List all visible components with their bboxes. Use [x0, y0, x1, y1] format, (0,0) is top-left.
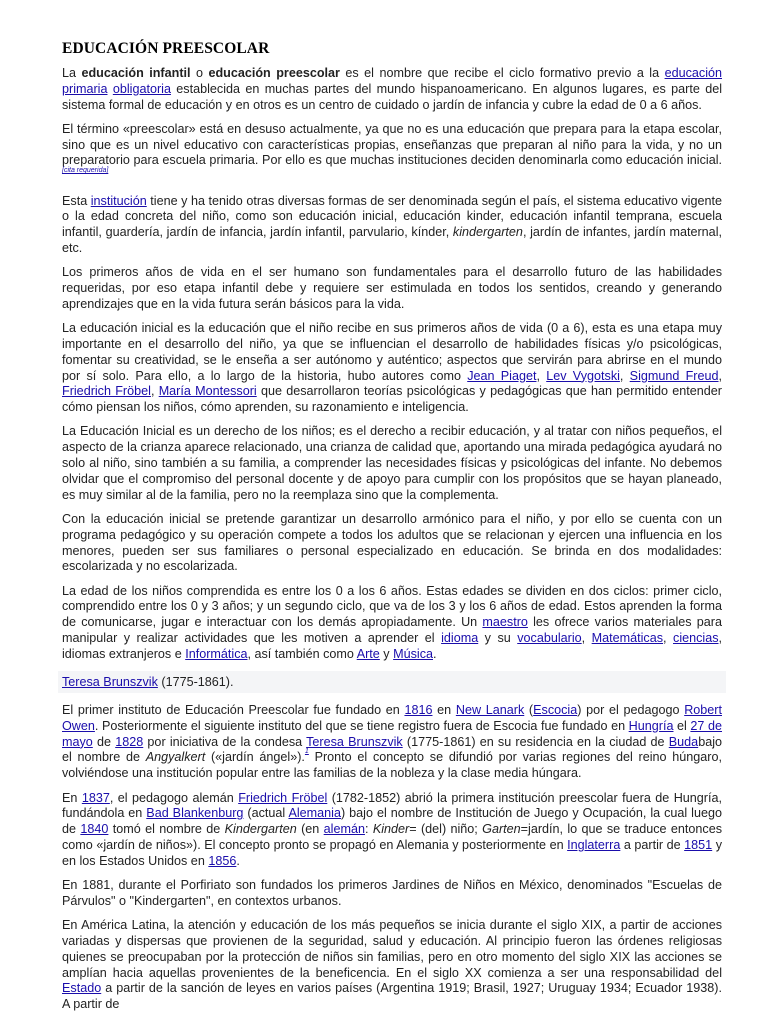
paragraph-educacion-inicial — [62, 321, 722, 416]
link-maestro[interactable]: maestro — [482, 615, 528, 630]
paragraph-derecho: La Educación Inicial es un derecho de los niños; es el derecho a recibir educación, y al tratar con niños pequeños, el aspecto de la crianza aparece relacionado, una crianza de calidad que, aportando una mirada pedagógica ayudará no solo al niño, sino también a su familia, a comprender las necesidades físicas y psicológicas del infante. No debemos olvidar que el compromiso del personal docente y de apoyo para cumplir con los propósitos que se hayan planeado, es muy similar al de la familia, pero no la reemplaza sino que la complementa. — [62, 424, 722, 502]
link-1840[interactable]: 1840 — [80, 822, 109, 837]
link-escocia[interactable]: Escocia — [533, 703, 578, 718]
link-buda[interactable]: Buda — [668, 734, 699, 749]
text: de — [92, 734, 116, 749]
link-new-lanark[interactable]: New Lanark — [455, 703, 525, 718]
text: es el nombre que recibe el ciclo formativo previo a la — [339, 66, 665, 80]
text: : — [364, 822, 373, 837]
text: La educación inicial es la educación que el niño recibe en sus primeros años de vida (0 a 6), esta es una etapa muy importante en el desarrollo del niño, ya que se influencian el desarrollo de habilidades físicas y/o psicológicas, fomentar su creatividad, se le enseña a ser autónomo y auténtico; aspectos que servirán para abrirse en el mundo por sí solo. Para ello, a lo largo de la historia, hubo autores como — [62, 321, 722, 383]
paragraph-desarrollo-armonico: Con la educación inicial se pretende garantizar un desarrollo armónico para el niño, y por ello se cuenta con un programa pedagógico y su operación compete a todos los adultos que se relacionan y ejercen una influencia en los menores, pueden ser sus familiares o personal especializado en educación. Se brinda en dos modalidades: escolarizada y no escolarizada. — [62, 511, 722, 574]
text: («jardín ángel»). — [205, 750, 305, 765]
link-27-de-mayo[interactable]: 27 de mayo — [62, 718, 722, 749]
text: , — [619, 368, 630, 383]
link-friedrich-frobel[interactable]: Friedrich Fröbel — [62, 384, 151, 399]
italic-term: Angyalkert — [145, 750, 206, 765]
text: el — [673, 718, 691, 733]
link-educacion-primaria[interactable]: educación primaria — [62, 66, 722, 96]
text: establecida en muchas partes del mundo hispanoamericano. En algunos lugares, es parte del sistema formal de educación y en otros es un centro de cuidado o jardín de infancia y cubre la edad de 0 a 6 años. — [62, 81, 723, 112]
link-matematicas[interactable]: Matemáticas — [591, 631, 664, 645]
paragraph-primer-instituto — [62, 703, 722, 782]
text: Esta — [62, 193, 91, 208]
text: (1782-1852) abrió la primera institución preescolar fuera de Hungría, fundándola en — [62, 790, 722, 821]
paragraph-frobel — [62, 791, 722, 870]
bold-term-educacion-preescolar: educación preescolar — [208, 66, 340, 80]
text: (1775-1861). — [157, 675, 234, 690]
link-hungria[interactable]: Hungría — [628, 718, 674, 733]
link-lev-vygotski[interactable]: Lev Vygotski — [546, 368, 620, 383]
text: , — [581, 631, 592, 645]
text: , jardín de infantes, jardín maternal, etc. — [62, 225, 722, 255]
italic-term: kindergarten — [452, 225, 523, 240]
link-1856[interactable]: 1856 — [208, 853, 237, 868]
text: ) bajo el nombre de Institución de Juego y Ocupación, la cual luego de — [62, 806, 722, 837]
italic-term: Kinder — [372, 822, 410, 837]
link-arte[interactable]: Arte — [356, 646, 380, 661]
text: En — [62, 790, 82, 805]
reference-marker — [305, 748, 309, 755]
text: ) por el pedagogo — [577, 703, 685, 718]
text: y — [379, 646, 394, 661]
paragraph-intro — [62, 66, 722, 113]
text: , — [663, 631, 674, 645]
text: El término «preescolar» está en desuso actualmente, ya que no es una educación que prepara para la etapa escolar, sino que es un nivel educativo con características propias, enseñanzas que preparan al niño para la vida, y no un preparatorio para escuela primaria. Por ello es que muchas instituciones deciden denominarla como educación inicial. — [62, 121, 722, 168]
text: , — [718, 368, 723, 383]
text: (en — [296, 822, 324, 837]
text: , — [536, 368, 547, 383]
text: ( — [524, 703, 534, 718]
text: . Posteriormente el siguiente instituto del que se tiene registro fuera de Escocia fue fundado en — [94, 718, 629, 733]
link-1837[interactable]: 1837 — [81, 790, 110, 805]
link-1816[interactable]: 1816 — [404, 703, 433, 718]
text: . — [433, 646, 437, 661]
link-1851[interactable]: 1851 — [684, 837, 713, 852]
text: o — [190, 66, 209, 80]
link-friedrich-frobel-2[interactable]: Friedrich Fröbel — [238, 790, 328, 805]
paragraph-edad — [62, 584, 722, 663]
link-musica[interactable]: Música — [393, 646, 433, 661]
link-bad-blankenburg[interactable]: Bad Blankenburg — [146, 806, 244, 821]
paragraph-america-latina — [62, 918, 722, 1013]
link-vocabulario[interactable]: vocabulario — [517, 631, 582, 645]
article — [62, 40, 722, 1021]
page-title: EDUCACIÓN PREESCOLAR — [62, 40, 270, 57]
text: tiene y ha tenido otras diversas formas de ser denominada según el país, el sistema educativo vigente o la edad concreta del niño, como son educación inicial, educación kinder, educación infantil temprana, escuela infantil, guardería, jardín de infancia, jardín infantil, parvulario, kínder, — [62, 193, 722, 240]
link-obligatoria[interactable]: obligatoria — [112, 81, 171, 96]
text: , idiomas extranjeros e — [62, 631, 723, 661]
link-reference-1[interactable]: 1 — [304, 748, 309, 756]
link-robert-owen[interactable]: Robert Owen — [62, 703, 722, 733]
text: = (del) niño; — [409, 822, 483, 837]
text: bajo el nombre de — [62, 734, 722, 765]
text: La edad de los niños comprendida es entre los 0 a los 6 años. Estas edades se dividen en dos ciclos: primer ciclo, comprendido entre los 0 y 3 años; y un segundo ciclo, que va de los 3 y los 6 años de edad. Estos aprenden la forma de comunicarse, jugar e interactuar con los demás apropiadamente. Un — [62, 583, 722, 630]
paragraph-porfiriato: En 1881, durante el Porfiriato son fundados los primeros Jardines de Niños en México, denominados "Escuelas de Párvulos" o "Kindergarten", en contextos urbanos. — [62, 878, 722, 908]
italic-term: Garten — [482, 822, 521, 837]
italic-term: Kindergarten — [224, 822, 297, 837]
paragraph-termino — [62, 122, 722, 185]
link-inglaterra[interactable]: Inglaterra — [567, 837, 621, 852]
link-teresa-brunszvik-caption[interactable]: Teresa Brunszvik — [62, 675, 158, 690]
text: por iniciativa de la condesa — [143, 734, 307, 749]
text: El primer instituto de Educación Preescolar fue fundado en — [62, 703, 405, 718]
citation-needed — [62, 167, 108, 174]
text: . — [236, 853, 240, 868]
link-maria-montessori[interactable]: María Montessori — [158, 384, 257, 399]
text: a partir de la sanción de leyes en varios países (Argentina 1919; Brasil, 1927; Uruguay 1934; Ecuador 1938). A partir de — [62, 981, 722, 1012]
text: Pronto el concepto se difundió por varias regiones del reino húngaro, volviéndose una institución popular entre las familias de la nobleza y la clase media húngara. — [62, 750, 722, 781]
text: , — [150, 384, 159, 399]
text: tomó el nombre de — [108, 822, 225, 837]
link-informatica[interactable]: Informática — [185, 646, 248, 661]
text: La — [62, 66, 82, 80]
text: =jardín, lo que se traduce entonces como «jardín de niños»). El concepto pronto se propagó en Alemania y posteriormente en — [62, 822, 722, 852]
text: a partir de — [620, 837, 685, 852]
link-aleman[interactable]: alemán — [323, 822, 365, 837]
link-idioma[interactable]: idioma — [441, 631, 479, 645]
bold-term-educacion-infantil: educación infantil — [81, 66, 191, 80]
link-alemania[interactable]: Alemania — [288, 806, 341, 821]
link-sigmund-freud[interactable]: Sigmund Freud — [629, 368, 719, 383]
link-jean-piaget[interactable]: Jean Piaget — [467, 368, 537, 383]
link-1828[interactable]: 1828 — [115, 734, 144, 749]
link-teresa-brunszvik[interactable]: Teresa Brunszvik — [306, 734, 403, 749]
text: y en los Estados Unidos en — [62, 837, 723, 868]
text: , el pedagogo alemán — [109, 790, 239, 805]
link-institucion[interactable]: institución — [90, 193, 147, 208]
text: En América Latina, la atención y educación de los más pequeños se inicia durante el siglo XIX, a partir de acciones variadas y dispersas que provienen de la seguridad, salud y educación. Al principio fueron las órdenes religiosas quienes se preocupaban por la protección de niños sin familias, pero en otro momento del siglo XIX las acciones se amplían hacia aquellas provenientes de la beneficencia. En el siglo XX comienza a ser una responsabilidad del — [62, 918, 722, 980]
link-estado[interactable]: Estado — [62, 981, 102, 996]
text: que desarrollaron teorías psicológicas y pedagógicas que han permitido entender cómo piensan los niños, cómo aprenden, su razonamiento e inteligencia. — [62, 384, 722, 415]
link-cita-requerida[interactable]: [cita requerida] — [62, 167, 109, 175]
text: (actual — [243, 806, 289, 821]
image-caption — [58, 671, 726, 693]
text: en — [432, 703, 456, 718]
text: (1775-1861) en su residencia en la ciudad de — [402, 734, 669, 749]
paragraph-denominaciones — [62, 194, 722, 257]
text: y su — [478, 631, 518, 645]
text: les ofrece varios materiales para manipular y realizar actividades que les motiven a aprender el — [62, 615, 722, 645]
text: , así también como — [247, 646, 357, 661]
link-ciencias[interactable]: ciencias — [673, 631, 719, 645]
paragraph-primeros-anos: Los primeros años de vida en el ser humano son fundamentales para el desarrollo futuro de las habilidades requeridas, por eso etapa infantil debe y requiere ser estimulada en todos los sentidos, creando y generando aprendizajes que en la vida futura serán básicos para la vida. — [62, 265, 722, 311]
